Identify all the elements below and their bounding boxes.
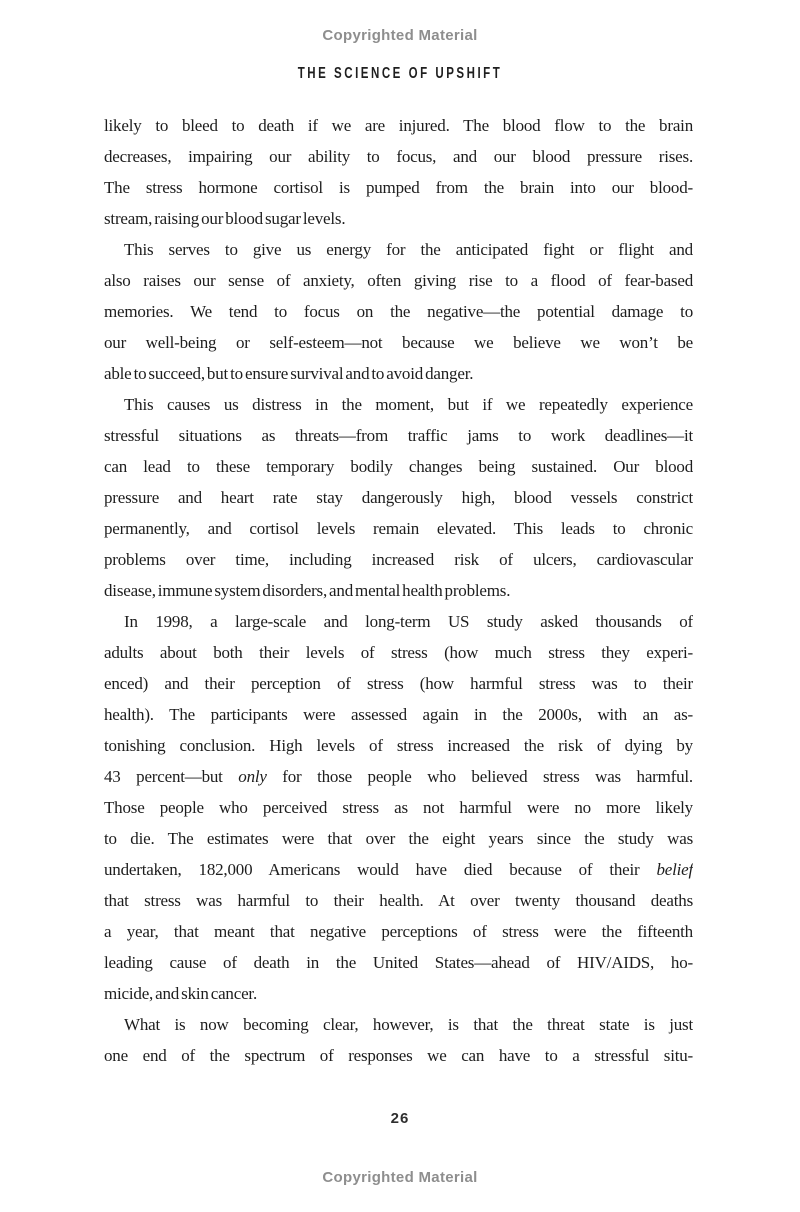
body-text-segment: undertaken, 182,000 Americans would have died because of their bbox=[104, 860, 657, 879]
copyright-notice-top: Copyrighted Material bbox=[322, 27, 478, 44]
body-text-segment: able to succeed, but to ensure survival and to avoid danger. bbox=[104, 364, 474, 383]
body-text-segment: our well-being or self-esteem—not because we believe we won’t be bbox=[104, 333, 693, 352]
body-text-segment: In 1998, a large-scale and long-term US study asked thousands of bbox=[124, 612, 693, 631]
text-line bbox=[104, 699, 693, 730]
body-text-segment: permanently, and cortisol levels remain elevated. This leads to chronic bbox=[104, 519, 693, 538]
body-text-segment: can lead to these temporary bodily changes being sustained. Our blood bbox=[104, 457, 693, 476]
text-line bbox=[104, 668, 693, 699]
body-text-segment: adults about both their levels of stress (how much stress they experi- bbox=[104, 643, 693, 662]
body-text-segment: leading cause of death in the United States—ahead of HIV/AIDS, ho- bbox=[104, 953, 693, 972]
text-line bbox=[104, 730, 693, 761]
paragraph bbox=[104, 1009, 693, 1071]
body-text-segment: stressful situations as threats—from traffic jams to work deadlines—it bbox=[104, 426, 693, 445]
running-header: THE SCIENCE OF UPSHIFT bbox=[297, 65, 503, 82]
text-line bbox=[104, 1009, 693, 1040]
body-text-segment: that stress was harmful to their health. At over twenty thousand deaths bbox=[104, 891, 693, 910]
paragraph bbox=[104, 389, 693, 606]
text-line bbox=[104, 451, 693, 482]
body-text-segment: also raises our sense of anxiety, often giving rise to a flood of fear-based bbox=[104, 271, 693, 290]
body-text-segment: decreases, impairing our ability to focus, and our blood pressure rises. bbox=[104, 147, 693, 166]
text-line bbox=[104, 327, 693, 358]
text-line bbox=[104, 358, 693, 389]
text-line bbox=[104, 482, 693, 513]
body-text-segment: health). The participants were assessed again in the 2000s, with an as- bbox=[104, 705, 693, 724]
body-text-segment: stream, raising our blood sugar levels. bbox=[104, 209, 346, 228]
text-line bbox=[104, 172, 693, 203]
text-line bbox=[104, 203, 693, 234]
body-text-segment: likely to bleed to death if we are injured. The blood flow to the brain bbox=[104, 116, 693, 135]
body-text-segment: This causes us distress in the moment, but if we repeatedly experience bbox=[124, 395, 693, 414]
page-number: 26 bbox=[390, 1110, 410, 1127]
body-text-segment: problems over time, including increased risk of ulcers, cardiovascular bbox=[104, 550, 693, 569]
body-text-segment: memories. We tend to focus on the negative—the potential damage to bbox=[104, 302, 693, 321]
paragraph bbox=[104, 606, 693, 1009]
text-line bbox=[104, 544, 693, 575]
text-line bbox=[104, 296, 693, 327]
paragraph bbox=[104, 234, 693, 389]
text-line bbox=[104, 916, 693, 947]
text-line bbox=[104, 885, 693, 916]
text-line bbox=[104, 513, 693, 544]
body-text-segment: disease, immune system disorders, and mental health problems. bbox=[104, 581, 511, 600]
text-line bbox=[104, 978, 693, 1009]
text-line bbox=[104, 606, 693, 637]
text-line bbox=[104, 265, 693, 296]
copyright-notice-bottom: Copyrighted Material bbox=[322, 1169, 478, 1186]
italic-text: belief bbox=[656, 860, 693, 879]
body-text-segment: Those people who perceived stress as not harmful were no more likely bbox=[104, 798, 693, 817]
text-line bbox=[104, 420, 693, 451]
body-text-segment: enced) and their perception of stress (how harmful stress was to their bbox=[104, 674, 693, 693]
body-text-segment: tonishing conclusion. High levels of stress increased the risk of dying by bbox=[104, 736, 693, 755]
body-text-segment: a year, that meant that negative perceptions of stress were the fifteenth bbox=[104, 922, 693, 941]
body-text-segment: to die. The estimates were that over the eight years since the study was bbox=[104, 829, 693, 848]
body-text-segment: pressure and heart rate stay dangerously high, blood vessels constrict bbox=[104, 488, 693, 507]
text-line bbox=[104, 234, 693, 265]
body-text-segment: one end of the spectrum of responses we can have to a stressful situ- bbox=[104, 1046, 693, 1065]
text-line bbox=[104, 854, 693, 885]
body-text-segment: The stress hormone cortisol is pumped from the brain into our blood- bbox=[104, 178, 693, 197]
text-line bbox=[104, 1040, 693, 1071]
text-line bbox=[104, 792, 693, 823]
text-line bbox=[104, 761, 693, 792]
text-line bbox=[104, 947, 693, 978]
body-text-segment: for those people who believed stress was harmful. bbox=[266, 767, 693, 786]
body-text bbox=[104, 110, 693, 1071]
body-text-segment: What is now becoming clear, however, is that the threat state is just bbox=[124, 1015, 693, 1034]
text-line bbox=[104, 637, 693, 668]
text-line bbox=[104, 110, 693, 141]
body-text-segment: This serves to give us energy for the anticipated fight or flight and bbox=[124, 240, 693, 259]
text-line bbox=[104, 389, 693, 420]
text-line bbox=[104, 823, 693, 854]
paragraph bbox=[104, 110, 693, 234]
body-text-segment: 43 percent—but bbox=[104, 767, 239, 786]
italic-text: only bbox=[238, 767, 267, 786]
text-line bbox=[104, 141, 693, 172]
text-line bbox=[104, 575, 693, 606]
body-text-segment: micide, and skin cancer. bbox=[104, 984, 257, 1003]
